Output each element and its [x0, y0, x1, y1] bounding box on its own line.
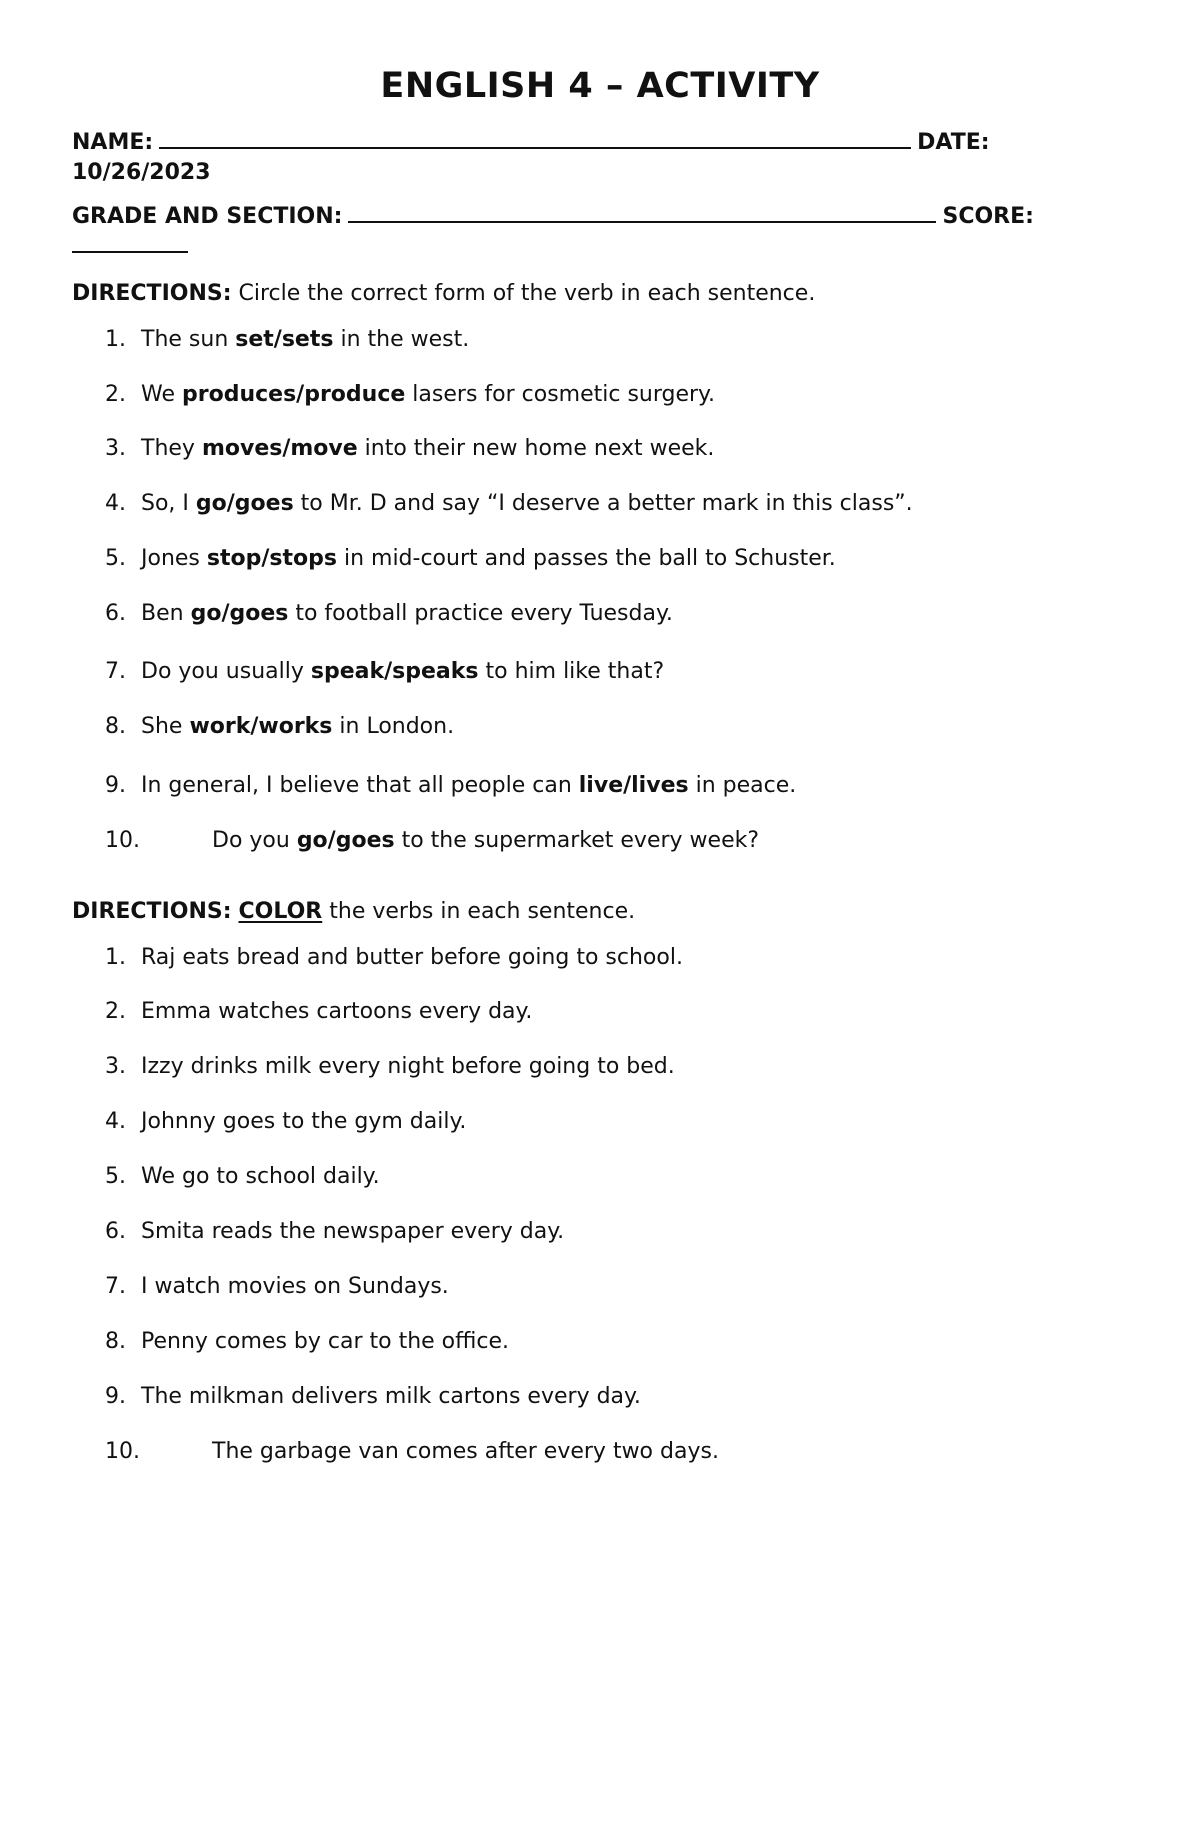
verb-choice[interactable]: set/sets [235, 327, 334, 352]
item-text: In general, I believe that all people can [141, 773, 579, 798]
item-number: 3. [105, 436, 126, 461]
item-number: 1. [105, 327, 126, 352]
list-item [105, 1052, 675, 1082]
item-text: So, I [141, 491, 196, 516]
item-number: 9. [105, 1384, 126, 1409]
sentence-text[interactable]: I watch movies on Sundays. [141, 1274, 449, 1299]
item-number: 2. [105, 999, 126, 1024]
grade-blank[interactable] [348, 203, 936, 223]
score-line [72, 232, 188, 262]
sentence-text[interactable]: Izzy drinks milk every night before going to bed. [141, 1054, 675, 1079]
item-number: 8. [105, 714, 126, 739]
item-text: She [141, 714, 190, 739]
list-item [105, 325, 469, 355]
section1-directions-label: DIRECTIONS: [72, 281, 232, 306]
verb-choice[interactable]: produces/produce [182, 382, 406, 407]
item-text: Do you [212, 828, 297, 853]
list-item [105, 1162, 380, 1192]
list-item [105, 1272, 449, 1302]
item-number: 8. [105, 1329, 126, 1354]
verb-choice[interactable]: go/goes [190, 601, 289, 626]
name-label: NAME: [72, 130, 154, 155]
list-item [105, 771, 796, 801]
list-item [105, 434, 714, 464]
verb-choice[interactable]: go/goes [296, 828, 395, 853]
item-text: in peace. [688, 773, 797, 798]
item-text: They [141, 436, 202, 461]
sentence-text[interactable]: Raj eats bread and butter before going to school. [141, 945, 683, 970]
item-number: 10. [105, 828, 140, 853]
section2-directions-keyword: COLOR [238, 899, 323, 924]
list-item [105, 380, 715, 410]
section1-directions-text: Circle the correct form of the verb in each sentence. [231, 281, 816, 306]
list-item [105, 657, 664, 687]
list-item [105, 544, 836, 574]
item-number: 9. [105, 773, 126, 798]
item-number: 7. [105, 659, 126, 684]
sentence-text[interactable]: The garbage van comes after every two days. [212, 1439, 719, 1464]
verb-choice[interactable]: live/lives [578, 773, 689, 798]
sentence-text[interactable]: Johnny goes to the gym daily. [141, 1109, 467, 1134]
item-number: 3. [105, 1054, 126, 1079]
name-blank[interactable] [159, 129, 911, 149]
item-number: 2. [105, 382, 126, 407]
list-item [105, 599, 673, 629]
item-text: lasers for cosmetic surgery. [405, 382, 715, 407]
item-text: The sun [141, 327, 236, 352]
name-date-line [72, 128, 1092, 158]
sentence-text[interactable]: Smita reads the newspaper every day. [141, 1219, 565, 1244]
section2-directions [72, 897, 635, 927]
grade-label: GRADE AND SECTION: [72, 204, 343, 229]
item-number: 5. [105, 1164, 126, 1189]
sentence-text[interactable]: The milkman delivers milk cartons every day. [141, 1384, 641, 1409]
item-number: 6. [105, 1219, 126, 1244]
item-number: 6. [105, 601, 126, 626]
item-text: Jones [141, 546, 207, 571]
item-number: 10. [105, 1439, 140, 1464]
list-item [105, 1327, 509, 1357]
list-item [105, 1382, 641, 1412]
verb-choice[interactable]: moves/move [201, 436, 358, 461]
score-blank[interactable] [72, 233, 188, 253]
item-text: to football practice every Tuesday. [288, 601, 673, 626]
item-text: We [141, 382, 182, 407]
item-text: Ben [141, 601, 191, 626]
item-text: in mid-court and passes the ball to Schuster. [336, 546, 836, 571]
item-text: in London. [332, 714, 455, 739]
page-title: ENGLISH 4 – ACTIVITY [380, 66, 820, 106]
sentence-text[interactable]: Penny comes by car to the office. [141, 1329, 510, 1354]
verb-choice[interactable]: go/goes [195, 491, 294, 516]
verb-choice[interactable]: work/works [189, 714, 333, 739]
item-text: Do you usually [141, 659, 311, 684]
item-number: 4. [105, 491, 126, 516]
list-item [105, 1107, 466, 1137]
grade-score-line [72, 202, 1092, 232]
item-number: 1. [105, 945, 126, 970]
sentence-text[interactable]: Emma watches cartoons every day. [141, 999, 533, 1024]
list-item [105, 1437, 719, 1467]
score-label: SCORE: [942, 204, 1034, 229]
list-item [105, 489, 913, 519]
item-text: to Mr. D and say “I deserve a better mark in this class”. [293, 491, 913, 516]
date-label: DATE: [917, 130, 990, 155]
section2-directions-text: the verbs in each sentence. [322, 899, 636, 924]
date-value: 10/26/2023 [72, 160, 211, 185]
list-item [105, 826, 759, 856]
item-number: 5. [105, 546, 126, 571]
verb-choice[interactable]: speak/speaks [310, 659, 479, 684]
item-text: to him like that? [478, 659, 665, 684]
item-text: to the supermarket every week? [394, 828, 760, 853]
list-item [105, 943, 683, 973]
item-number: 7. [105, 1274, 126, 1299]
item-text: in the west. [333, 327, 470, 352]
item-text: into their new home next week. [357, 436, 715, 461]
list-item [105, 712, 454, 742]
verb-choice[interactable]: stop/stops [206, 546, 337, 571]
item-number: 4. [105, 1109, 126, 1134]
section1-directions [72, 279, 815, 309]
list-item [105, 997, 532, 1027]
list-item [105, 1217, 564, 1247]
section2-directions-label: DIRECTIONS: [72, 899, 232, 924]
sentence-text[interactable]: We go to school daily. [141, 1164, 380, 1189]
